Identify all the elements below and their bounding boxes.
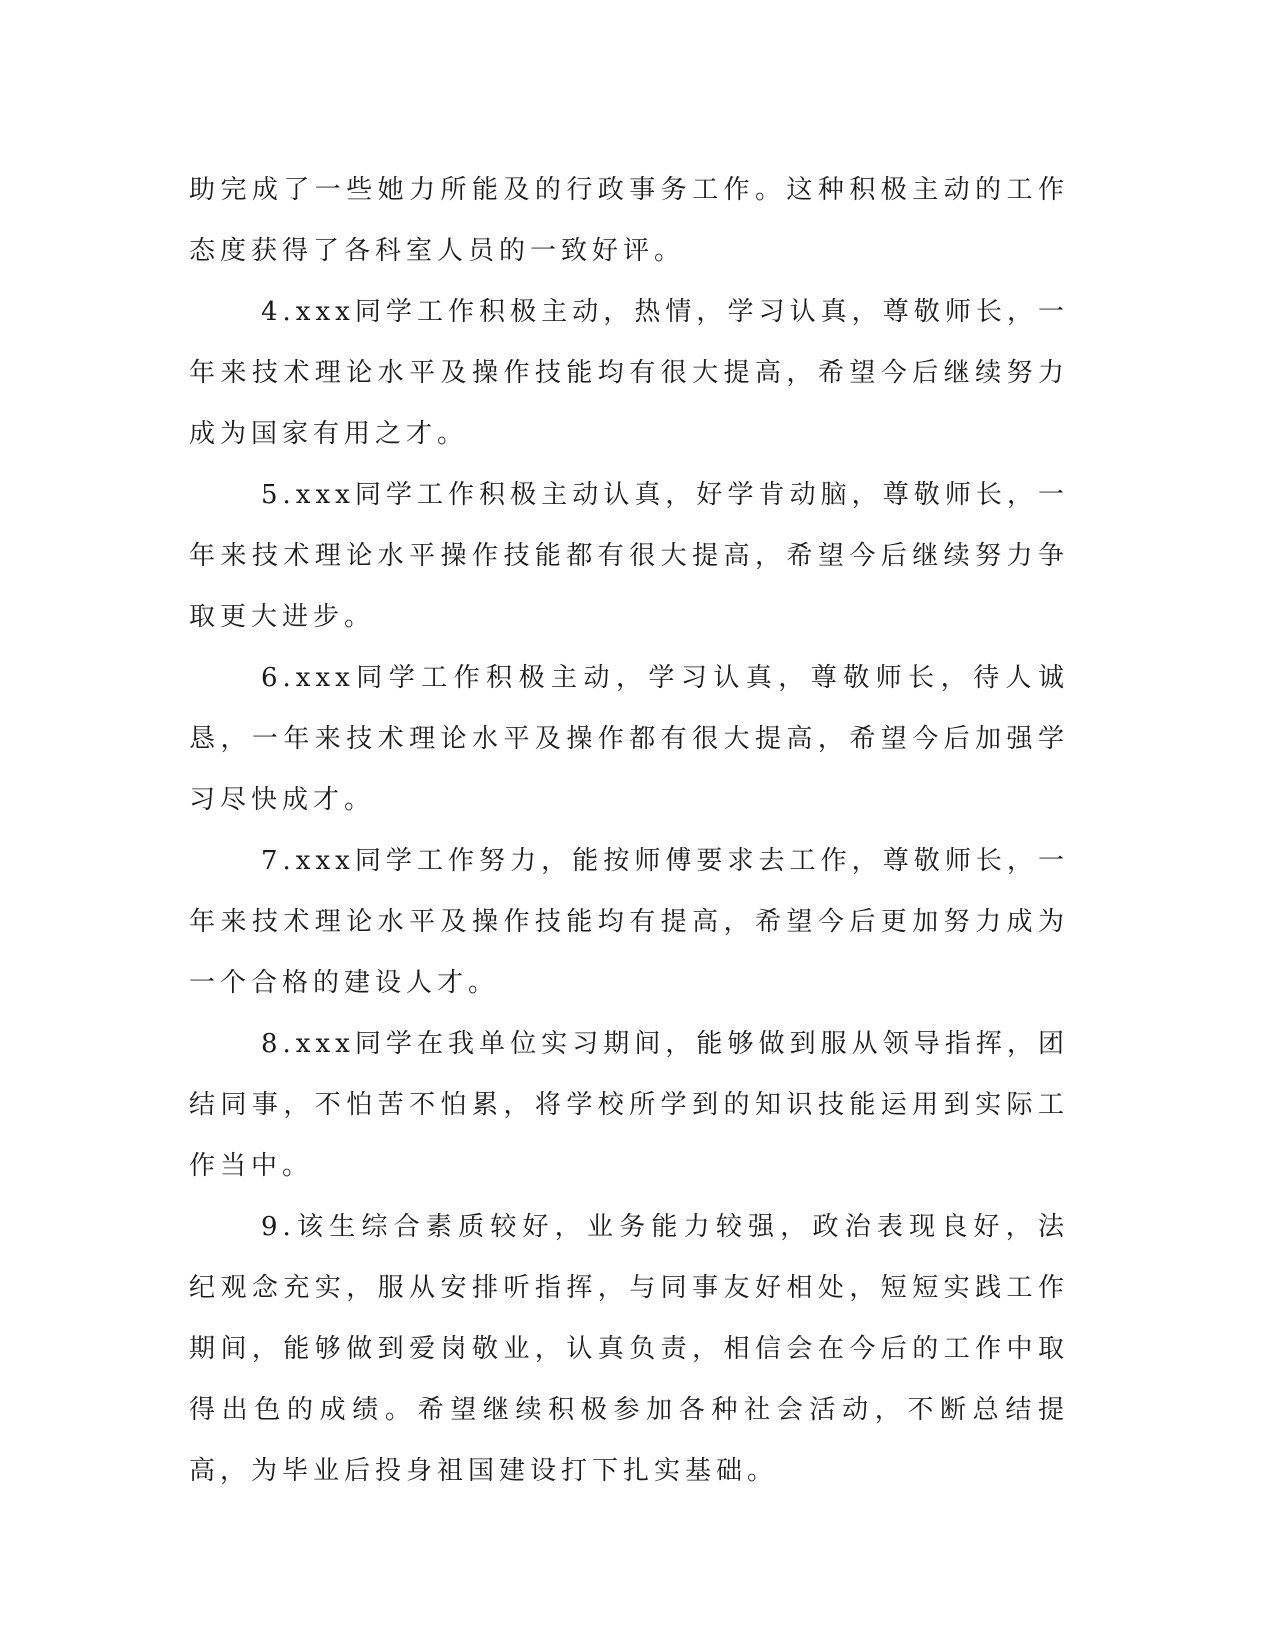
paragraph-item-6: 6.xxx同学工作积极主动，学习认真，尊敬师长，待人诚恳，一年来技术理论水平及操作都有很大提高，希望今后加强学习尽快成才。 (189, 663, 1069, 815)
paragraph-item-4: 4.xxx同学工作积极主动，热情，学习认真，尊敬师长，一年来技术理论水平及操作技能均有很大提高，希望今后继续努力成为国家有用之才。 (189, 297, 1069, 449)
paragraph-item-9: 9.该生综合素质较好，业务能力较强，政治表现良好，法纪观念充实，服从安排听指挥，与同事友好相处，短短实践工作期间，能够做到爱岗敬业，认真负责，相信会在今后的工作中取得出色的成绩。希望继续积极参加各种社会活动，不断总结提高，为毕业后投身祖国建设打下扎实基础。 (189, 1212, 1069, 1486)
paragraph-item-8: 8.xxx同学在我单位实习期间，能够做到服从领导指挥，团结同事，不怕苦不怕累，将学校所学到的知识技能运用到实际工作当中。 (189, 1029, 1069, 1181)
document-body (189, 160, 1069, 1502)
paragraph-continued: 助完成了一些她力所能及的行政事务工作。这种积极主动的工作态度获得了各科室人员的一致好评。 (189, 175, 1069, 266)
paragraph-item-5: 5.xxx同学工作积极主动认真，好学肯动脑，尊敬师长，一年来技术理论水平操作技能都有很大提高，希望今后继续努力争取更大进步。 (189, 480, 1069, 632)
paragraph-item-7: 7.xxx同学工作努力，能按师傅要求去工作，尊敬师长，一年来技术理论水平及操作技能均有提高，希望今后更加努力成为一个合格的建设人才。 (189, 846, 1069, 998)
